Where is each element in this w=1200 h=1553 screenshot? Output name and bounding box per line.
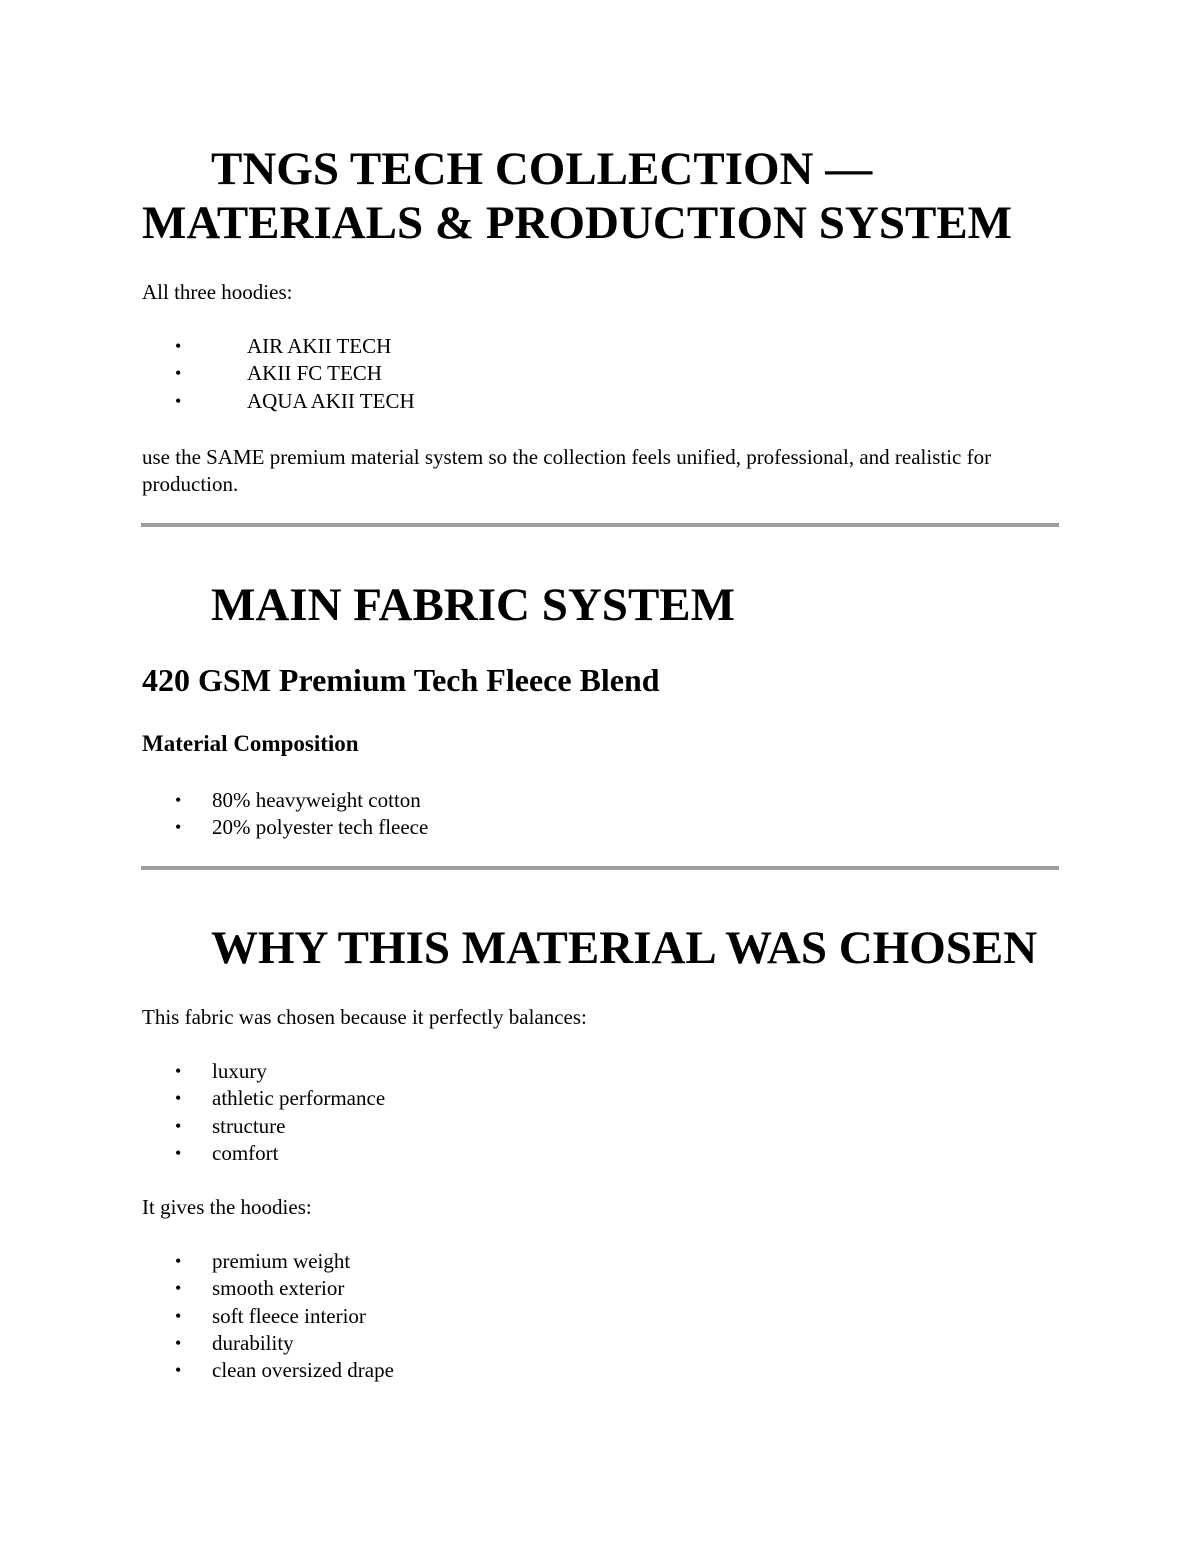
bullet-icon: • <box>175 363 182 384</box>
bullet-icon: • <box>175 1061 182 1081</box>
why-heading: WHY THIS MATERIAL WAS CHOSEN <box>211 922 1038 974</box>
bullet-icon: • <box>175 390 182 411</box>
list-item: • smooth exterior <box>142 1275 394 1302</box>
intro-lead: All three hoodies: <box>142 280 293 304</box>
main-fabric-heading: MAIN FABRIC SYSTEM <box>211 579 735 631</box>
list-item: • clean oversized drape <box>142 1357 394 1384</box>
list-item: • soft fleece interior <box>142 1303 394 1330</box>
section-divider <box>141 523 1059 527</box>
list-item: • AKII FC TECH <box>142 360 415 387</box>
list-item: • AIR AKII TECH <box>142 333 415 360</box>
hoodie-list <box>142 333 415 415</box>
list-item: • premium weight <box>142 1248 394 1275</box>
intro-summary: use the SAME premium material system so the collection feels unified, professional, and realistic for production. <box>142 445 992 496</box>
list-item: • AQUA AKII TECH <box>142 388 415 415</box>
bullet-icon: • <box>175 1305 182 1326</box>
document-title-line-2: MATERIALS & PRODUCTION SYSTEM <box>142 197 1013 249</box>
section-divider <box>141 866 1059 870</box>
balance-list <box>142 1058 385 1167</box>
bullet-icon: • <box>175 1088 182 1109</box>
list-item: • 80% heavyweight cotton <box>142 787 428 814</box>
list-item: • structure <box>142 1113 385 1140</box>
list-item: • comfort <box>142 1140 385 1167</box>
bullet-icon: • <box>175 1278 182 1299</box>
document-title-line-1: TNGS TECH COLLECTION — <box>211 143 873 195</box>
list-item: • luxury <box>142 1058 385 1085</box>
bullet-icon: • <box>175 1142 182 1163</box>
composition-list <box>142 787 428 842</box>
list-item: • durability <box>142 1330 394 1357</box>
list-item: • athletic performance <box>142 1085 385 1112</box>
bullet-icon: • <box>175 1251 182 1271</box>
gives-lead: It gives the hoodies: <box>142 1195 312 1219</box>
fabric-subheading: 420 GSM Premium Tech Fleece Blend <box>142 662 660 698</box>
list-item: • 20% polyester tech fleece <box>142 814 428 841</box>
balance-lead: This fabric was chosen because it perfectly balances: <box>142 1005 587 1029</box>
bullet-icon: • <box>175 1332 182 1353</box>
composition-heading: Material Composition <box>142 731 359 756</box>
bullet-icon: • <box>175 817 182 838</box>
bullet-icon: • <box>175 1115 182 1136</box>
bullet-icon: • <box>175 790 182 810</box>
bullet-icon: • <box>175 1360 182 1381</box>
gives-list <box>142 1248 394 1384</box>
bullet-icon: • <box>175 336 182 356</box>
